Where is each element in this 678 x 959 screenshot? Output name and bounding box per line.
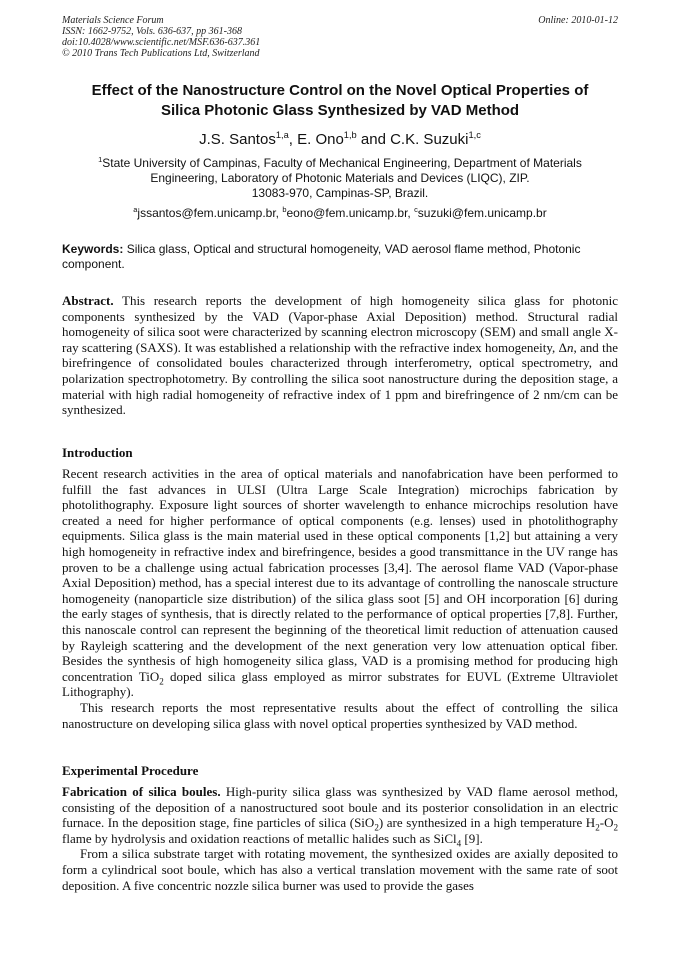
author-1: J.S. Santos [199,131,276,148]
affiliation-line-3: 13083-970, Campinas-SP, Brazil. [251,186,429,200]
email-c-sup: c [414,205,418,214]
title-line-1: Effect of the Nanostructure Control on the Novel Optical Properties of [91,82,589,99]
intro-paragraph-2: This research reports the most representative results about the effect of controlling the silica nanostructure on developing silica glass with novel optical properties synthesized by VAD method. [62,699,618,731]
introduction-heading: Introduction [62,445,133,460]
affiliation [62,156,618,201]
experimental-heading: Experimental Procedure [62,763,199,778]
author-emails [62,206,618,221]
author-2: , E. Ono [288,131,344,148]
exp-p1-label: Fabrication of silica boules. [62,784,221,799]
exp-p1-text-a: High-purity silica glass was synthesized by VAD flame aerosol method, consisting of the deposition of a nanostructured soot boule and its posterior consolidation in an electric furnace. In the deposition stage, fine particles of silica (SiO [62,784,618,831]
experimental-body [62,784,618,893]
email-c[interactable]: suzuki@fem.unicamp.br [417,206,547,220]
keywords [62,242,618,272]
author-2-affil: 1,b [343,130,357,140]
abstract-text-1: This research reports the development of high homogeneity silica glass for photonic components synthesized by the VAD (Vapor-phase Axial Deposition) method. Structural radial homogeneity of silica soot were characterized by scanning electron microscopy (SEM) and small angle X-ray scattering (SAXS). It was established a relationship with the refractive index homogeneity, Δ [62,293,618,355]
exp-p1-sub-2: 2 [595,822,600,833]
exp-p1-sub-3: 2 [613,822,619,833]
intro-p1-text: Recent research activities in the area of optical materials and nanofabrication have been performed to fulfill the fast advances in ULSI (Ultra Large Scale Integration) microchips fabrication by photolithography. Exposure light sources of shorter wavelength to enhance microchips resolution have created a need for higher performance of optical components (e.g. lenses) used in photolithography equipments. Silica glass is the main material used in these optical components [1,2] but attaining a very high homogeneity in refractive index and birefringence, besides a good transmittance in the UV range has proven to be a challenge using actual fabrication processes [3,4]. The aerosol flame VAD (Vapor-phase Axial Deposition) method, has a special interest due to its advantage of controlling the nanoscale structure homogeneity (nanoparticle size distribution) of the silica glass soot [5] and OH incorporation [6] during the early stages of synthesis, that is directly related to the performance of optical properties [7,8]. Further, this nanoscale control can represent the beginning of the theoretical limit reduction of attenuation caused by Rayleigh scattering and the development of the next generation very low attenuation optical fiber. Besides the synthesis of high homogeneity silica glass, VAD is a promising method for producing high concentration TiO [62,466,618,684]
exp-p1-text-e: [9]. [461,830,483,846]
email-b[interactable]: eono@fem.unicamp.br, [286,206,415,220]
online-date: Online: 2010-01-12 [538,15,618,26]
abstract-label: Abstract. [62,293,114,308]
introduction-body [62,466,618,731]
issn-line: ISSN: 1662-9752, Vols. 636-637, pp 361-368 [62,26,242,37]
exp-p1-text-b: ) are synthesized in a high temperature H [378,815,596,831]
keywords-label: Keywords: [62,242,124,256]
abstract [62,293,618,418]
author-list [62,130,618,150]
exp-paragraph-2: From a silica substrate target with rotating movement, the synthesized oxides are axially deposited to form a cylindrical soot boule, which has also a vertical translation movement with the same rate of soot deposition. A five concentric nozzle silica burner was used to provide the gases [62,846,618,893]
intro-p1-sub: 2 [159,676,164,687]
intro-paragraph-1 [62,466,618,700]
exp-p1-sub-4: 4 [456,838,462,849]
intro-p1-text-2: doped silica glass employed as mirror substrates for EUVL (Extreme Ultraviolet Lithography). [62,668,618,700]
exp-p1-text-d: flame by hydrolysis and oxidation reactions of metallic halides such as SiCl [62,830,457,846]
email-a[interactable]: jssantos@fem.unicamp.br, [137,206,283,220]
email-b-sup: b [282,205,287,214]
affiliation-sup: 1 [98,155,103,164]
title-line-2: Silica Photonic Glass Synthesized by VAD Method [160,102,520,119]
copyright-line: © 2010 Trans Tech Publications Ltd, Switzerland [62,48,260,59]
journal-name: Materials Science Forum [62,15,164,26]
abstract-text-2: , and the birefringence of consolidated boules characterized through interferometry, optical spectrometry, and polarization spectrophotometry. By controlling the silica soot nanostructure during the deposition stage, a material with high radial homogeneity of refractive index of 1 ppm and birefringence of 2 nm/cm can be synthesized. [62,339,618,418]
journal-header [62,15,618,59]
author-3: and C.K. Suzuki [356,131,469,148]
author-1-affil: 1,a [275,130,289,140]
exp-p1-text-c: -O [599,815,614,831]
keywords-text: Silica glass, Optical and structural homogeneity, VAD aerosol flame method, Photonic component. [62,242,581,271]
paper-title [62,81,618,121]
affiliation-line-1: State University of Campinas, Faculty of Mechanical Engineering, Department of Materials [102,156,582,170]
email-a-sup: a [133,205,138,214]
exp-paragraph-1 [62,784,619,849]
abstract-n: n [566,339,574,355]
affiliation-line-2: Engineering, Laboratory of Photonic Materials and Devices (LIQC), ZIP. [150,171,530,185]
exp-p1-sub-1: 2 [374,822,379,833]
author-3-affil: 1,c [468,130,481,140]
doi-line[interactable]: doi:10.4028/www.scientific.net/MSF.636-637.361 [62,37,261,48]
